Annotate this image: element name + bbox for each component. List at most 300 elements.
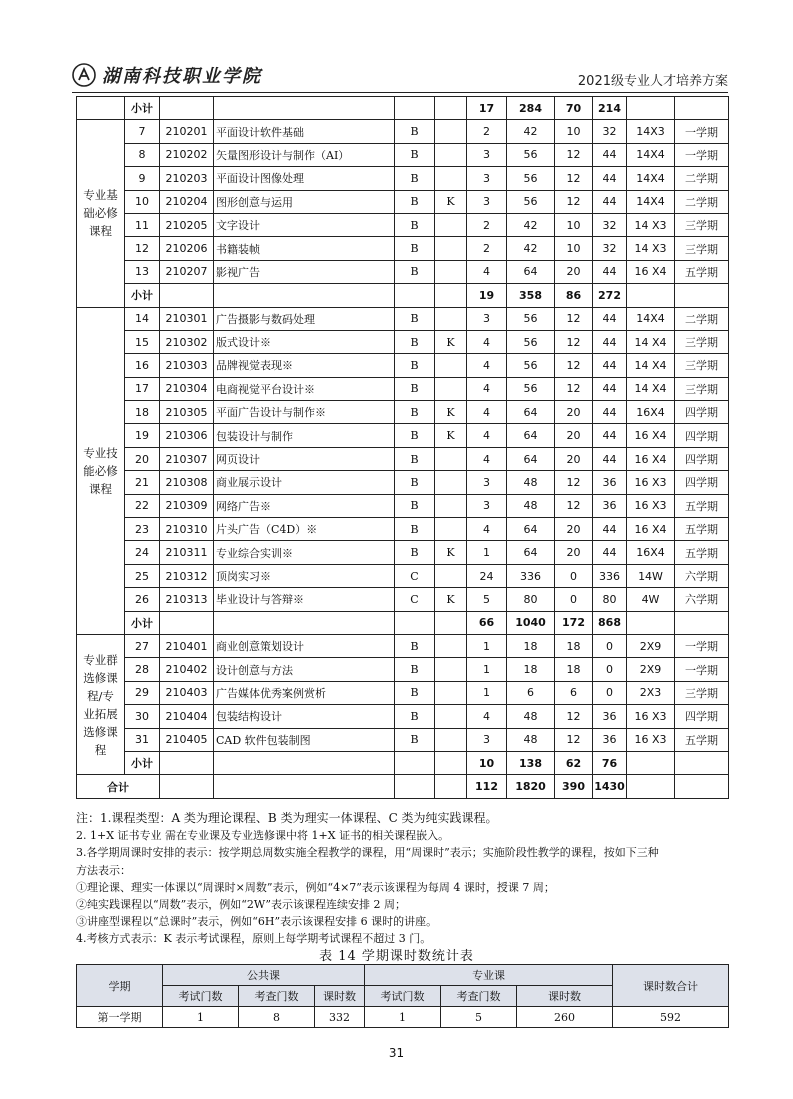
course-name: 商业展示设计	[214, 471, 395, 494]
practice-hours: 44	[593, 190, 627, 213]
course-code: 210205	[160, 213, 214, 236]
credits: 1	[467, 681, 507, 704]
total-hours: 56	[507, 190, 555, 213]
exam-mark: K	[435, 401, 467, 424]
course-code: 210306	[160, 424, 214, 447]
credits: 1	[467, 658, 507, 681]
header-pub-hours: 课时数	[315, 986, 365, 1007]
course-code: 210304	[160, 377, 214, 400]
semester: 一学期	[675, 120, 729, 143]
exam-mark	[435, 167, 467, 190]
theory-hours: 12	[555, 307, 593, 330]
stats-maj-check: 5	[441, 1007, 517, 1028]
semester: 五学期	[675, 728, 729, 751]
theory-hours: 10	[555, 213, 593, 236]
course-name: CAD 软件包装制图	[214, 728, 395, 751]
course-name: 顶岗实习※	[214, 564, 395, 587]
course-row	[77, 705, 729, 728]
course-row	[77, 401, 729, 424]
grand-total-hours: 1820	[507, 775, 555, 798]
course-row	[77, 377, 729, 400]
exam-mark	[435, 213, 467, 236]
header-major: 专业课	[365, 965, 613, 986]
course-type: B	[395, 377, 435, 400]
exam-mark	[435, 634, 467, 657]
empty-cell	[160, 284, 214, 307]
empty-cell	[395, 611, 435, 634]
header-term: 学期	[77, 965, 163, 1007]
note-line: 2. 1+X 证书专业 需在专业课及专业选修课中将 1+X 证书的相关课程嵌入。	[76, 829, 450, 843]
practice-hours: 44	[593, 447, 627, 470]
theory-hours: 20	[555, 447, 593, 470]
weekly-schedule: 16 X4	[627, 424, 675, 447]
credits: 1	[467, 541, 507, 564]
total-hours: 42	[507, 213, 555, 236]
practice-hours: 44	[593, 260, 627, 283]
course-number: 9	[125, 167, 160, 190]
empty-cell	[160, 751, 214, 774]
total-hours: 56	[507, 143, 555, 166]
course-name: 包装结构设计	[214, 705, 395, 728]
theory-hours: 12	[555, 354, 593, 377]
empty-cell	[627, 97, 675, 120]
notes	[76, 810, 736, 948]
empty-cell	[160, 97, 214, 120]
subtotal-credits: 17	[467, 97, 507, 120]
course-number: 29	[125, 681, 160, 704]
header-maj-check: 考查门数	[441, 986, 517, 1007]
credits: 3	[467, 728, 507, 751]
course-row	[77, 424, 729, 447]
course-row	[77, 634, 729, 657]
course-code: 210313	[160, 588, 214, 611]
total-hours: 18	[507, 634, 555, 657]
semester: 二学期	[675, 167, 729, 190]
subtotal-theory-hours: 62	[555, 751, 593, 774]
subtotal-row	[77, 97, 729, 120]
subtotal-practice-hours: 76	[593, 751, 627, 774]
course-type: B	[395, 447, 435, 470]
stats-pub-exam: 1	[163, 1007, 239, 1028]
empty-cell	[214, 775, 395, 798]
exam-mark: K	[435, 424, 467, 447]
theory-hours: 0	[555, 564, 593, 587]
course-name: 商业创意策划设计	[214, 634, 395, 657]
course-code: 210207	[160, 260, 214, 283]
theory-hours: 18	[555, 634, 593, 657]
course-name: 矢量图形设计与制作（AI）	[214, 143, 395, 166]
course-number: 19	[125, 424, 160, 447]
empty-cell	[675, 284, 729, 307]
credits: 3	[467, 494, 507, 517]
subtotal-theory-hours: 172	[555, 611, 593, 634]
exam-mark: K	[435, 190, 467, 213]
course-name: 网页设计	[214, 447, 395, 470]
theory-hours: 12	[555, 471, 593, 494]
weekly-schedule: 14 X3	[627, 213, 675, 236]
course-name: 片头广告（C4D）※	[214, 518, 395, 541]
course-code: 210302	[160, 330, 214, 353]
exam-mark	[435, 354, 467, 377]
total-hours: 48	[507, 705, 555, 728]
page-number: 31	[388, 1046, 405, 1060]
note-line: ③讲座型课程以“总课时”表示，例如“6H”表示该课程安排 6 课时的讲座。	[76, 915, 438, 929]
semester: 三学期	[675, 213, 729, 236]
empty-cell	[627, 751, 675, 774]
semester: 一学期	[675, 634, 729, 657]
total-hours: 6	[507, 681, 555, 704]
exam-mark	[435, 471, 467, 494]
course-code: 210308	[160, 471, 214, 494]
course-type: B	[395, 424, 435, 447]
course-name: 平面设计软件基础	[214, 120, 395, 143]
total-hours: 64	[507, 424, 555, 447]
course-type: B	[395, 541, 435, 564]
total-hours: 64	[507, 447, 555, 470]
semester: 六学期	[675, 588, 729, 611]
weekly-schedule: 4W	[627, 588, 675, 611]
weekly-schedule: 16 X3	[627, 728, 675, 751]
school-logo	[72, 60, 262, 90]
course-row	[77, 330, 729, 353]
note-line: 方法表示：	[76, 863, 131, 877]
practice-hours: 44	[593, 401, 627, 424]
weekly-schedule: 16X4	[627, 401, 675, 424]
weekly-schedule: 16 X3	[627, 705, 675, 728]
weekly-schedule: 14 X4	[627, 377, 675, 400]
subtotal-row	[77, 751, 729, 774]
course-code: 210401	[160, 634, 214, 657]
semester: 二学期	[675, 190, 729, 213]
subtotal-credits: 10	[467, 751, 507, 774]
credits: 5	[467, 588, 507, 611]
semester: 五学期	[675, 494, 729, 517]
course-type: B	[395, 658, 435, 681]
course-row	[77, 728, 729, 751]
semester: 二学期	[675, 307, 729, 330]
practice-hours: 32	[593, 120, 627, 143]
subtotal-total-hours: 138	[507, 751, 555, 774]
weekly-schedule: 2X3	[627, 681, 675, 704]
theory-hours: 12	[555, 705, 593, 728]
total-hours: 42	[507, 237, 555, 260]
course-name: 版式设计※	[214, 330, 395, 353]
exam-mark	[435, 518, 467, 541]
empty-cell	[675, 751, 729, 774]
weekly-schedule: 14W	[627, 564, 675, 587]
empty-cell	[395, 284, 435, 307]
header-pub-exam: 考试门数	[163, 986, 239, 1007]
practice-hours: 36	[593, 705, 627, 728]
course-row	[77, 237, 729, 260]
semester: 三学期	[675, 354, 729, 377]
note-line: 注：1.课程类型：A 类为理论课程、B 类为理实一体课程、C 类为纯实践课程。	[76, 811, 498, 825]
practice-hours: 0	[593, 681, 627, 704]
course-name: 平面设计图像处理	[214, 167, 395, 190]
credits: 24	[467, 564, 507, 587]
subtotal-row	[77, 611, 729, 634]
grand-total-row	[77, 775, 729, 798]
total-hours: 64	[507, 518, 555, 541]
course-type: B	[395, 143, 435, 166]
course-row	[77, 307, 729, 330]
course-type: B	[395, 518, 435, 541]
practice-hours: 80	[593, 588, 627, 611]
course-name: 文字设计	[214, 213, 395, 236]
course-table	[76, 96, 729, 799]
subtotal-theory-hours: 86	[555, 284, 593, 307]
course-code: 210301	[160, 307, 214, 330]
credits: 3	[467, 167, 507, 190]
practice-hours: 36	[593, 494, 627, 517]
course-code: 210405	[160, 728, 214, 751]
exam-mark	[435, 307, 467, 330]
course-row	[77, 471, 729, 494]
course-type: B	[395, 354, 435, 377]
semester: 五学期	[675, 518, 729, 541]
credits: 2	[467, 237, 507, 260]
course-name: 毕业设计与答辩※	[214, 588, 395, 611]
course-row	[77, 447, 729, 470]
practice-hours: 44	[593, 377, 627, 400]
course-row	[77, 120, 729, 143]
exam-mark	[435, 260, 467, 283]
course-type: B	[395, 190, 435, 213]
empty-cell	[214, 97, 395, 120]
practice-hours: 44	[593, 354, 627, 377]
stats-pub-hours: 332	[315, 1007, 365, 1028]
subtotal-total-hours: 1040	[507, 611, 555, 634]
course-name: 网络广告※	[214, 494, 395, 517]
course-type: B	[395, 705, 435, 728]
empty-cell	[675, 775, 729, 798]
subtotal-practice-hours: 272	[593, 284, 627, 307]
theory-hours: 6	[555, 681, 593, 704]
course-number: 25	[125, 564, 160, 587]
exam-mark: K	[435, 588, 467, 611]
theory-hours: 10	[555, 237, 593, 260]
course-number: 18	[125, 401, 160, 424]
course-number: 13	[125, 260, 160, 283]
total-hours: 56	[507, 354, 555, 377]
practice-hours: 44	[593, 167, 627, 190]
empty-cell	[395, 775, 435, 798]
course-type: B	[395, 471, 435, 494]
weekly-schedule: 16 X3	[627, 494, 675, 517]
course-code: 210307	[160, 447, 214, 470]
practice-hours: 44	[593, 330, 627, 353]
theory-hours: 0	[555, 588, 593, 611]
subtotal-credits: 66	[467, 611, 507, 634]
course-code: 210311	[160, 541, 214, 564]
category-cell-empty	[77, 97, 125, 120]
semester: 四学期	[675, 705, 729, 728]
course-type: B	[395, 307, 435, 330]
course-number: 21	[125, 471, 160, 494]
semester: 六学期	[675, 564, 729, 587]
credits: 2	[467, 120, 507, 143]
course-type: B	[395, 728, 435, 751]
header-maj-hours: 课时数	[517, 986, 613, 1007]
semester: 五学期	[675, 541, 729, 564]
course-type: B	[395, 260, 435, 283]
empty-cell	[160, 775, 214, 798]
semester: 五学期	[675, 260, 729, 283]
total-hours: 64	[507, 541, 555, 564]
credits: 2	[467, 213, 507, 236]
empty-cell	[214, 751, 395, 774]
theory-hours: 12	[555, 143, 593, 166]
weekly-schedule: 14 X4	[627, 354, 675, 377]
course-row	[77, 494, 729, 517]
subtotal-theory-hours: 70	[555, 97, 593, 120]
course-code: 210310	[160, 518, 214, 541]
empty-cell	[435, 97, 467, 120]
course-code: 210303	[160, 354, 214, 377]
note-line: ①理论课、理实一体课以“周课时×周数”表示，例如“4×7”表示该课程为每周 4 课时，授课 7 周；	[76, 880, 555, 894]
course-name: 书籍装帧	[214, 237, 395, 260]
course-code: 210309	[160, 494, 214, 517]
course-number: 12	[125, 237, 160, 260]
semester: 四学期	[675, 447, 729, 470]
exam-mark	[435, 564, 467, 587]
course-number: 20	[125, 447, 160, 470]
total-hours: 56	[507, 167, 555, 190]
stats-term: 第一学期	[77, 1007, 163, 1028]
category-cell: 专业技能必修课程	[77, 307, 125, 634]
theory-hours: 20	[555, 260, 593, 283]
course-code: 210206	[160, 237, 214, 260]
course-number: 16	[125, 354, 160, 377]
weekly-schedule: 16 X4	[627, 260, 675, 283]
theory-hours: 12	[555, 167, 593, 190]
course-row	[77, 213, 729, 236]
note-line: 4.考核方式表示：K 表示考试课程，原则上每学期考试课程不超过 3 门。	[76, 932, 432, 946]
total-hours: 56	[507, 377, 555, 400]
course-number: 22	[125, 494, 160, 517]
credits: 4	[467, 260, 507, 283]
theory-hours: 12	[555, 494, 593, 517]
weekly-schedule: 16 X4	[627, 518, 675, 541]
semester: 三学期	[675, 681, 729, 704]
practice-hours: 44	[593, 541, 627, 564]
course-number: 23	[125, 518, 160, 541]
course-name: 专业综合实训※	[214, 541, 395, 564]
course-row	[77, 681, 729, 704]
grand-total-label: 合计	[77, 775, 160, 798]
theory-hours: 10	[555, 120, 593, 143]
subtotal-total-hours: 358	[507, 284, 555, 307]
subtotal-label: 小计	[125, 97, 160, 120]
course-number: 11	[125, 213, 160, 236]
practice-hours: 0	[593, 658, 627, 681]
practice-hours: 0	[593, 634, 627, 657]
course-type: B	[395, 681, 435, 704]
course-number: 27	[125, 634, 160, 657]
theory-hours: 12	[555, 330, 593, 353]
total-hours: 56	[507, 307, 555, 330]
credits: 3	[467, 307, 507, 330]
category-cell: 专业基础必修课程	[77, 120, 125, 307]
grand-total-practice: 1430	[593, 775, 627, 798]
empty-cell	[435, 751, 467, 774]
empty-cell	[395, 751, 435, 774]
empty-cell	[435, 775, 467, 798]
subtotal-credits: 19	[467, 284, 507, 307]
total-hours: 80	[507, 588, 555, 611]
course-type: B	[395, 494, 435, 517]
theory-hours: 12	[555, 728, 593, 751]
course-table-body	[77, 97, 729, 799]
weekly-schedule: 16 X4	[627, 447, 675, 470]
course-number: 30	[125, 705, 160, 728]
theory-hours: 20	[555, 518, 593, 541]
empty-cell	[435, 284, 467, 307]
course-type: B	[395, 634, 435, 657]
weekly-schedule: 2X9	[627, 658, 675, 681]
empty-cell	[675, 611, 729, 634]
empty-cell	[160, 611, 214, 634]
total-hours: 42	[507, 120, 555, 143]
credits: 1	[467, 634, 507, 657]
practice-hours: 336	[593, 564, 627, 587]
empty-cell	[675, 97, 729, 120]
total-hours: 48	[507, 494, 555, 517]
course-row	[77, 588, 729, 611]
subtotal-label: 小计	[125, 284, 160, 307]
total-hours: 48	[507, 728, 555, 751]
course-type: C	[395, 588, 435, 611]
course-number: 8	[125, 143, 160, 166]
weekly-schedule: 14 X4	[627, 330, 675, 353]
empty-cell	[627, 775, 675, 798]
course-type: C	[395, 564, 435, 587]
header-pub-check: 考查门数	[239, 986, 315, 1007]
exam-mark	[435, 658, 467, 681]
course-code: 210402	[160, 658, 214, 681]
course-name: 平面广告设计与制作※	[214, 401, 395, 424]
exam-mark	[435, 143, 467, 166]
credits: 4	[467, 705, 507, 728]
exam-mark	[435, 494, 467, 517]
practice-hours: 32	[593, 237, 627, 260]
subtotal-row	[77, 284, 729, 307]
course-row	[77, 260, 729, 283]
theory-hours: 18	[555, 658, 593, 681]
course-type: B	[395, 120, 435, 143]
course-name: 设计创意与方法	[214, 658, 395, 681]
credits: 4	[467, 377, 507, 400]
theory-hours: 12	[555, 190, 593, 213]
exam-mark: K	[435, 330, 467, 353]
practice-hours: 44	[593, 518, 627, 541]
subtotal-label: 小计	[125, 611, 160, 634]
header-maj-exam: 考试门数	[365, 986, 441, 1007]
category-cell: 专业群选修课程/专业拓展选修课程	[77, 634, 125, 774]
semester: 一学期	[675, 658, 729, 681]
theory-hours: 12	[555, 377, 593, 400]
stats-pub-check: 8	[239, 1007, 315, 1028]
document-title: 2021级专业人才培养方案	[577, 74, 728, 89]
stats-maj-exam: 1	[365, 1007, 441, 1028]
subtotal-label: 小计	[125, 751, 160, 774]
exam-mark	[435, 120, 467, 143]
course-number: 14	[125, 307, 160, 330]
weekly-schedule: 16 X3	[627, 471, 675, 494]
total-hours: 18	[507, 658, 555, 681]
stats-maj-hours: 260	[517, 1007, 613, 1028]
note-line: ②纯实践课程以“周数”表示，例如“2W”表示该课程连续安排 2 周；	[76, 898, 406, 912]
